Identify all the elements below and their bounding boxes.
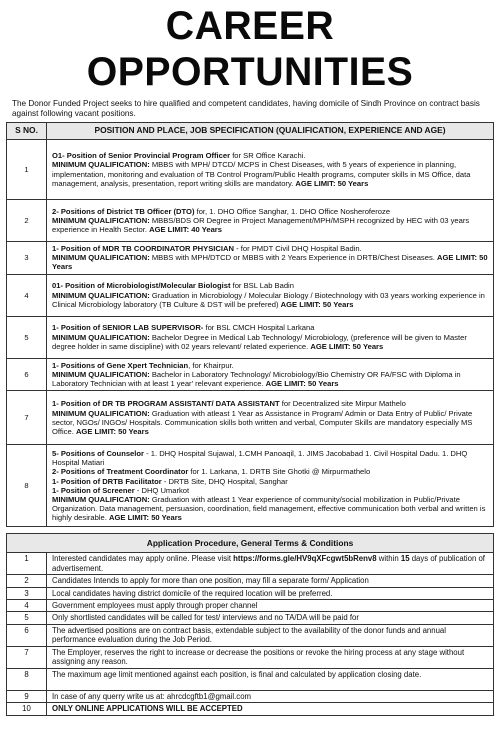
term-text-part: within [376, 554, 401, 564]
position-number: 7 [7, 391, 47, 445]
term-text-part: The Employer, reserves the right to increase or decrease the positions or revoke the hiring process at any stage without assigning any reason. [52, 647, 465, 667]
qualification-text: MBBS/BDS OR Degree in Project Management/MPH/MSPH recognized by HEC with 03 years experience in Health Sector. [52, 215, 470, 235]
age-limit: AGE LIMIT: 50 Years [295, 178, 369, 188]
term-text [47, 668, 494, 690]
position-header: POSITION AND PLACE, JOB SPECIFICATION (QUALIFICATION, EXPERIENCE AND AGE) [47, 123, 494, 140]
terms-header-row [7, 534, 494, 553]
terms-body [7, 553, 494, 715]
age-limit: AGE LIMIT: 50 Years [109, 513, 182, 523]
position-count: 2- Positions of [52, 467, 107, 477]
term-number: 9 [7, 690, 47, 702]
term-text-part: Local candidates having district domicile of the required location will be preferred. [52, 588, 333, 598]
age-limit: AGE LIMIT: 40 Years [149, 225, 222, 235]
term-text-part: The maximum age limit mentioned against each position, is final and calculated by application closing date. [52, 669, 422, 679]
position-row [7, 316, 494, 358]
term-text-part: days of publication of advertisement. [52, 554, 485, 573]
term-number: 1 [7, 553, 47, 575]
position-description [47, 316, 494, 358]
position-description [47, 445, 494, 527]
position-number: 3 [7, 242, 47, 275]
deadline-days: 15 [400, 554, 410, 564]
position-count: 1- Position of [52, 244, 103, 253]
position-count: 1- Position of [52, 399, 103, 409]
qualification-label: MINIMUM QUALIFICATION: [52, 160, 150, 170]
position-count: 1- Position of [52, 323, 103, 333]
term-text-part: In case of any querry write us at: ahrcdcgftb1@gmail.com [52, 691, 252, 701]
position-location: - DRTB Site, DHQ Hospital, Sanghar [161, 476, 288, 486]
term-row [7, 553, 494, 575]
term-text [47, 690, 494, 702]
positions-body [7, 140, 494, 527]
position-location: for 1. Larkana, 1. DRTB Site Ghotki @ Mirpurmathelo [188, 467, 371, 477]
position-description [47, 391, 494, 445]
position-count: 2- Positions of [52, 206, 107, 216]
position-location: for BSL Lab Badin [230, 281, 294, 291]
position-count: O1- Position of [52, 151, 109, 161]
term-text [47, 553, 494, 575]
term-text-part: Candidates Intends to apply for more than one position, may fill a separate form/ Application [52, 576, 369, 586]
qualification-text: MBBS with MPH/DTCD or MBBS with 2 Years Experience in DRTB/Chest Diseases. [149, 253, 435, 263]
qualification-label: MINIMUM QUALIFICATION: [52, 369, 150, 379]
term-number: 7 [7, 646, 47, 668]
position-location: - for PMDT Civil DHQ Hospital Badin. [233, 244, 362, 253]
age-limit: AGE LIMIT: 50 Years [75, 426, 149, 436]
positions-header-row [7, 123, 494, 140]
position-description [47, 242, 494, 275]
position-number: 6 [7, 358, 47, 391]
position-count: 1- Positions of [52, 360, 107, 370]
position-location: - DHQ Umarkot [134, 485, 190, 495]
term-row [7, 612, 494, 624]
term-row [7, 646, 494, 668]
positions-table [6, 122, 494, 527]
qualification-label: MINIMUM QUALIFICATION: [52, 290, 150, 300]
term-text [47, 575, 494, 587]
position-number: 4 [7, 274, 47, 316]
position-number: 5 [7, 316, 47, 358]
term-text [47, 703, 494, 715]
term-number: 6 [7, 624, 47, 646]
qualification-label: MINIMUM QUALIFICATION: [52, 494, 150, 504]
application-link[interactable]: https://forms.gle/HV9qXFcgwt5bRenv8 [233, 554, 377, 564]
term-number: 4 [7, 600, 47, 612]
position-count: 01- Position of [52, 281, 107, 291]
term-text [47, 612, 494, 624]
position-title: Counselor [106, 448, 144, 458]
age-limit: AGE LIMIT: 50 Years [310, 341, 384, 351]
term-row [7, 624, 494, 646]
position-title: Senior Provincial Program Officer [108, 151, 231, 161]
term-number: 5 [7, 612, 47, 624]
position-description [47, 140, 494, 200]
position-number: 2 [7, 200, 47, 242]
term-row [7, 703, 494, 715]
term-row [7, 600, 494, 612]
position-description [47, 274, 494, 316]
position-row [7, 200, 494, 242]
term-text-part: Interested candidates may apply online. Please visit [52, 554, 234, 564]
position-location: , for Khairpur. [188, 360, 234, 370]
terms-table [6, 533, 494, 715]
position-title: District TB Officer (DTO) [106, 206, 195, 216]
position-title: MDR TB COORDINATOR PHYSICIAN [102, 244, 234, 253]
position-title: Microbiologist/Molecular Biologist [106, 281, 231, 291]
term-row [7, 690, 494, 702]
position-count: 1- Position of [52, 476, 103, 486]
position-title: Treatment Coordinator [106, 467, 189, 477]
sno-header: S NO. [7, 123, 47, 140]
position-count: 5- Positions of [52, 448, 107, 458]
term-number: 3 [7, 587, 47, 599]
position-number: 8 [7, 445, 47, 527]
term-text [47, 624, 494, 646]
position-row [7, 391, 494, 445]
position-title: SENIOR LAB SUPERVISOR- [102, 323, 204, 333]
position-row [7, 140, 494, 200]
position-description [47, 200, 494, 242]
term-text-part: The advertised positions are on contract basis, extendable subject to the availability of the donor funds and annual performance evaluation during the Job Period. [52, 625, 446, 645]
page-title: CAREER OPPORTUNITIES [86, 4, 414, 94]
position-title: DR TB PROGRAM ASSISTANT/ DATA ASSISTANT [102, 399, 280, 409]
position-location: - 1. DHQ Hospital Sujawal, 1.CMH Panoaqil, 1. JIMS Jacobabad 1. Civil Hospital Dadu. 1. DHQ Hospital Matiari [52, 448, 468, 468]
term-text-part: Only shortlisted candidates will be called for test/ interviews and no TA/DA will be paid for [52, 613, 359, 623]
term-text-part: Government employees must apply through proper channel [52, 601, 258, 611]
position-title: DRTB Facilitator [102, 476, 162, 486]
age-limit: AGE LIMIT: 50 Years [52, 253, 488, 272]
qualification-text: Graduation with atleast 1 Year as Assistance in Program/ Admin or Data Entry of Public/ Private sector, NGOs/ INGOs/ Hospitals. Communication skills both written and verbal, Computer Skills are mandatory especially MS Office. [52, 408, 473, 436]
intro-text: The Donor Funded Project seeks to hire qualified and competent candidates, having domicile of Sindh Province on contract basis against following vacant positions. [12, 99, 480, 118]
position-count: 1- Position of [52, 485, 103, 495]
qualification-label: MINIMUM QUALIFICATION: [52, 332, 150, 342]
qualification-text: Bachelor in Laboratory Technology/ Microbiology/Bio Chemistry OR FA/FSC with Diploma in Laboratory Technician with at least 1 year' relevant experience. [52, 369, 461, 389]
term-row [7, 668, 494, 690]
term-row [7, 575, 494, 587]
position-location: for Decentralized site Mirpur Mathelo [279, 399, 406, 409]
position-row [7, 445, 494, 527]
position-row [7, 358, 494, 391]
age-limit: AGE LIMIT: 50 Years [280, 299, 354, 309]
term-emphasis: ONLY ONLINE APPLICATIONS WILL BE ACCEPTED [52, 704, 243, 714]
position-location: for, 1. DHO Office Sanghar, 1. DHO Office Nosheroferoze [194, 206, 391, 216]
terms-header: Application Procedure, General Terms & Conditions [7, 534, 494, 553]
position-title: Screener [102, 485, 135, 495]
qualification-text: Bachelor Degree in Medical Lab Technology/ Microbiology, (preference will be given to Master degree holder in same discipline) with 02 years relevant/ related experience. [52, 332, 467, 351]
term-number: 8 [7, 668, 47, 690]
qualification-label: MINIMUM QUALIFICATION: [52, 215, 150, 225]
position-location: for BSL CMCH Hospital Larkana [203, 323, 315, 333]
position-title: Gene Xpert Technician [106, 360, 189, 370]
position-row [7, 274, 494, 316]
term-number: 2 [7, 575, 47, 587]
position-row [7, 242, 494, 275]
qualification-text: Graduation in Microbiology / Molecular Biology / Biotechnology with 03 years working experience in Clinical Microbiology laboratory (TB Culture & DST will be prefered) [52, 290, 485, 309]
position-description [47, 358, 494, 391]
term-number: 10 [7, 703, 47, 715]
qualification-text: Graduation with atleast 1 Year experience of community/social mobilization in Public/Private Organization. Data management, persuasion, coordination, field management, effective communication both verbal and written is highly desirable. [52, 494, 486, 523]
position-location: for SR Office Karachi. [230, 151, 306, 161]
position-number: 1 [7, 140, 47, 200]
term-row [7, 587, 494, 599]
qualification-label: MINIMUM QUALIFICATION: [52, 253, 150, 263]
term-text [47, 600, 494, 612]
qualification-text: MBBS with MPH/ DTCD/ MCPS in Chest Diseases, with 5 years of experience in planning, implementation, monitoring and evaluation of TB Control Program/Public Health programs, computer skills in MS Office, data management, analysis, presentation, report writing skills are mandatory. [52, 160, 471, 188]
term-text [47, 646, 494, 668]
age-limit: AGE LIMIT: 50 Years [265, 379, 339, 389]
term-text [47, 587, 494, 599]
qualification-label: MINIMUM QUALIFICATION: [52, 408, 150, 418]
